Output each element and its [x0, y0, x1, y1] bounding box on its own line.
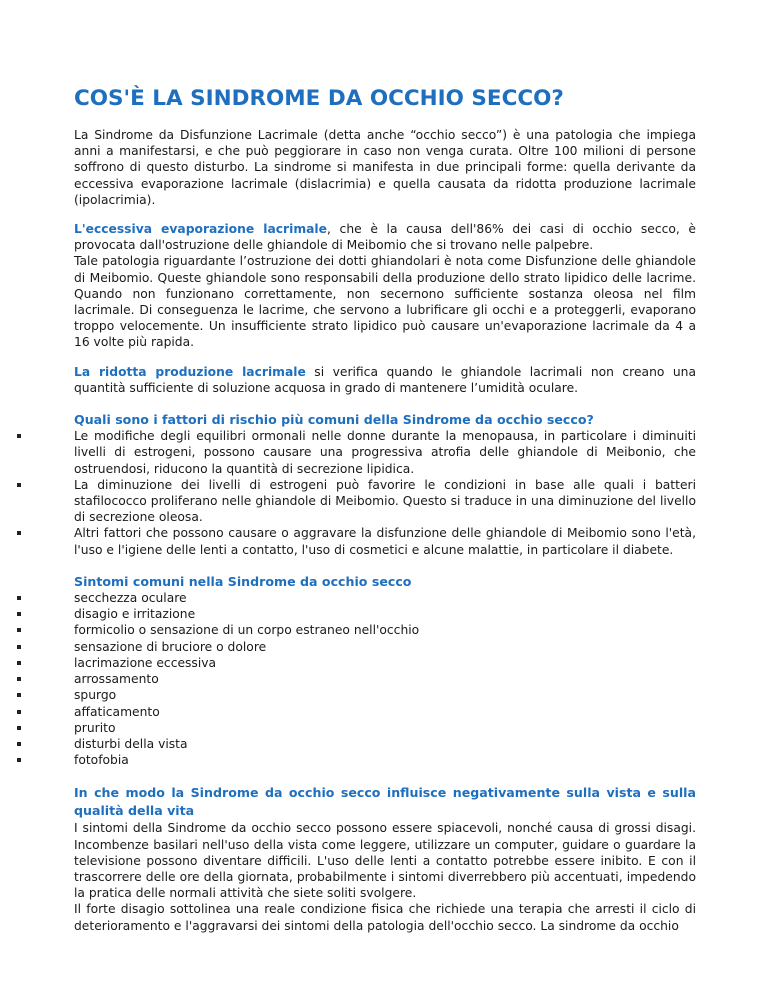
reduced-production-lead: La ridotta produzione lacrimale — [74, 364, 306, 379]
bullet-icon — [17, 596, 21, 600]
document-content — [74, 86, 696, 934]
list-item: disagio e irritazione — [74, 606, 696, 622]
impact-heading: In che modo la Sindrome da occhio secco influisce negativamente sulla vista e sulla qualità della vita — [74, 785, 696, 819]
list-item: arrossamento — [74, 671, 696, 687]
impact-paragraph-2: Il forte disagio sottolinea una reale condizione fisica che richiede una terapia che arresti il ciclo di deterioramento e l'aggravarsi dei sintomi della patologia dell'occhio secco. La sindrome da occhio — [74, 902, 696, 933]
list-item: Le modifiche degli equilibri ormonali nelle donne durante la menopausa, in particolare i diminuiti livelli di estrogeni, possono causare una progressiva atrofia delle ghiandole di Meibonio, che ostruendosi, riducono la quantità di secrezione lipidica. — [74, 428, 696, 477]
list-item: fotofobia — [74, 752, 696, 768]
symptoms-heading: Sintomi comuni nella Sindrome da occhio secco — [74, 573, 412, 589]
list-item: sensazione di bruciore o dolore — [74, 639, 696, 655]
bullet-icon — [17, 612, 21, 616]
list-item: spurgo — [74, 687, 696, 703]
list-item: prurito — [74, 720, 696, 736]
evaporation-lead: L'eccessiva evaporazione lacrimale — [74, 222, 327, 237]
page-title: COS'È LA SINDROME DA OCCHIO SECCO? — [74, 86, 564, 111]
list-item: disturbi della vista — [74, 736, 696, 752]
intro-paragraph: La Sindrome da Disfunzione Lacrimale (detta anche “occhio secco”) è una patologia che impiega anni a manifestarsi, e che può peggiorare in caso non venga curata. Oltre 100 milioni di persone soffrono di questo disturbo. La sindrome si manifesta in due principali forme: quella derivante da eccessiva evaporazione lacrimale (dislacrimia) e quella causata da ridotta produzione lacrimale (ipolacrimia). — [74, 128, 696, 207]
bullet-icon — [17, 726, 21, 730]
risk-factors-list — [74, 428, 696, 558]
bullet-icon — [17, 434, 21, 438]
list-item: secchezza oculare — [74, 590, 696, 606]
risk-factors-heading: Quali sono i fattori di rischio più comuni della Sindrome da occhio secco? — [74, 412, 594, 428]
list-item: lacrimazione eccessiva — [74, 655, 696, 671]
evaporation-paragraph-2: Tale patologia riguardante l’ostruzione dei dotti ghiandolari è nota come Disfunzione delle ghiandole di Meibomio. Queste ghiandole sono responsabili della produzione dello strato lipidico delle lacrime. Quando non funzionano correttamente, non secernono sufficiente sostanza oleosa nel film lacrimale. Di conseguenza le lacrime, che servono a lubrificare gli occhi e a proteggerli, evaporano troppo velocemente. Un insufficiente strato lipidico può causare un'evaporazione lacrimale da 4 a 16 volte più rapida. — [74, 254, 696, 350]
bullet-icon — [17, 710, 21, 714]
list-item: affaticamento — [74, 704, 696, 720]
list-item: Altri fattori che possono causare o aggravare la disfunzione delle ghiandole di Meibomio sono l'età, l'uso e l'igiene delle lenti a contatto, l'uso di cosmetici e alcune malattie, in particolare il diabete. — [74, 525, 696, 557]
evaporation-paragraph — [74, 221, 696, 253]
reduced-production-paragraph — [74, 364, 696, 396]
bullet-icon — [17, 628, 21, 632]
reduced-production-text: si verifica quando le ghiandole lacrimali non creano una quantità sufficiente di soluzione acquosa in grado di mantenere l’umidità oculare. — [74, 364, 696, 395]
list-item: La diminuzione dei livelli di estrogeni può favorire le condizioni in base alle quali i batteri stafilococco proliferano nelle ghiandole di Meibomio. Questo si traduce in una diminuzione del livello di secrezione oleosa. — [74, 477, 696, 526]
list-item: formicolio o sensazione di un corpo estraneo nell'occhio — [74, 622, 696, 638]
bullet-icon — [17, 645, 21, 649]
bullet-icon — [17, 661, 21, 665]
impact-paragraph-1: I sintomi della Sindrome da occhio secco possono essere spiacevoli, nonché causa di grossi disagi. Incombenze basilari nell'uso della vista come leggere, utilizzare un computer, guidare o guardare la televisione possono diventare difficili. L'uso delle lenti a contatto potrebbe essere inibito. E con il trascorrere delle ore della giornata, probabilmente i sintomi diverrebbero più accentuati, impedendo la pratica delle normali attività che siete soliti svolgere. — [74, 821, 696, 901]
bullet-icon — [17, 677, 21, 681]
evaporation-text-1: , che è la causa dell'86% dei casi di occhio secco, è provocata dall'ostruzione delle ghiandole di Meibomio che si trovano nelle palpebre. — [74, 222, 696, 253]
symptoms-list — [74, 590, 696, 768]
bullet-icon — [17, 742, 21, 746]
bullet-icon — [17, 483, 21, 487]
bullet-icon — [17, 693, 21, 697]
bullet-icon — [17, 531, 21, 535]
bullet-icon — [17, 758, 21, 762]
